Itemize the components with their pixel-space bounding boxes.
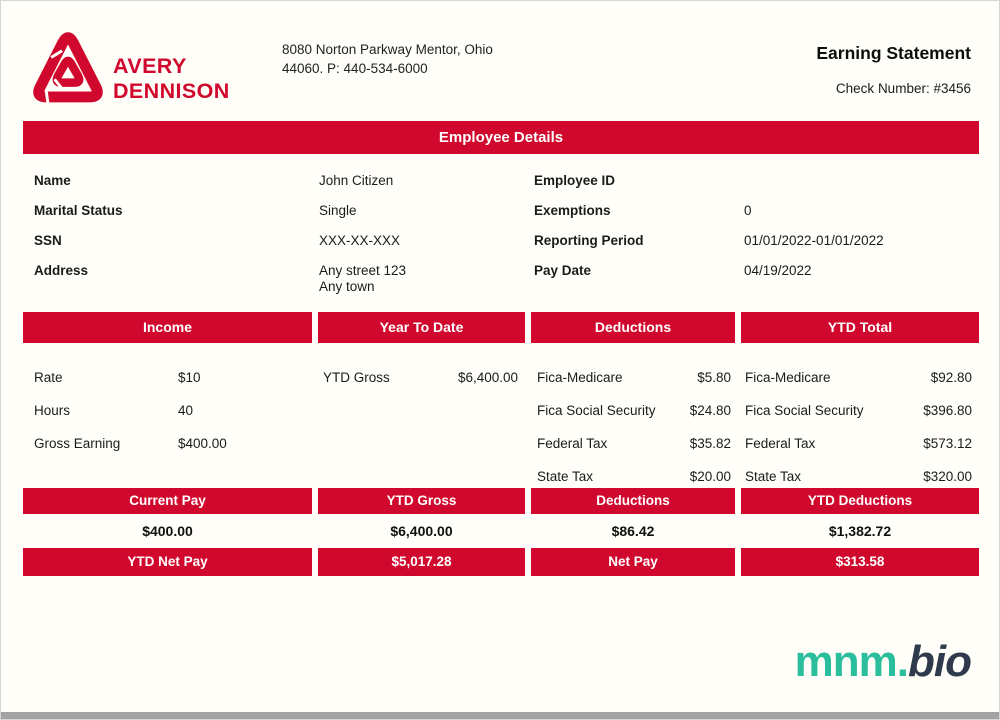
current-pay-value: $400.00 — [142, 523, 193, 539]
net-pay-label-bar: Net Pay — [531, 548, 735, 576]
row-label: Rate — [34, 370, 63, 385]
avery-dennison-logo-icon — [26, 27, 110, 108]
field-value: 01/01/2022-01/01/2022 — [744, 233, 884, 248]
income-header-bar: Income — [23, 312, 312, 343]
field-label: Exemptions — [534, 203, 611, 218]
row-label: Fica Social Security — [745, 403, 864, 418]
row-value: $400.00 — [178, 436, 227, 451]
table-row — [741, 394, 979, 427]
field-value: 0 — [744, 203, 752, 218]
table-row — [23, 361, 312, 394]
row-value: 40 — [178, 403, 194, 418]
earnings-body — [23, 361, 979, 493]
details-row-name — [23, 166, 979, 196]
row-value: $35.82 — [689, 436, 731, 451]
row-label: YTD Gross — [323, 370, 390, 385]
company-address — [282, 41, 493, 78]
company-name-line2: DENNISON — [113, 79, 230, 103]
company-name-line1: AVERY — [113, 54, 187, 78]
ytd-total-header-bar: YTD Total — [741, 312, 979, 343]
table-row — [741, 427, 979, 460]
employee-details-header-bar: Employee Details — [23, 121, 979, 154]
earnings-column-headers — [23, 312, 979, 343]
watermark-brand: mnm. — [794, 637, 909, 686]
row-label: Fica Social Security — [537, 403, 656, 418]
table-row — [531, 394, 735, 427]
table-row — [23, 394, 312, 427]
field-label: Reporting Period — [534, 233, 644, 248]
address-line2: 44060. P: 440-534-6000 — [282, 60, 428, 76]
details-row-ssn — [23, 226, 979, 256]
row-label: Federal Tax — [537, 436, 608, 451]
year-to-date-header-bar: Year To Date — [318, 312, 525, 343]
mnm-bio-watermark — [794, 637, 971, 686]
row-label: State Tax — [537, 469, 594, 484]
income-column — [23, 361, 312, 493]
pay-summary-section — [23, 488, 979, 576]
check-number: Check Number: #3456 — [835, 81, 971, 96]
address-line1: 8080 Norton Parkway Mentor, Ohio — [282, 42, 493, 57]
address-value-line2: Any town — [319, 278, 375, 294]
ytd-deductions-header-bar: YTD Deductions — [741, 488, 979, 514]
row-label: State Tax — [745, 469, 802, 484]
watermark-suffix: bio — [908, 637, 971, 686]
field-label: SSN — [34, 233, 62, 248]
deductions-header-bar: Deductions — [531, 312, 735, 343]
field-label: Employee ID — [534, 173, 616, 188]
ytd-gross-value: $6,400.00 — [390, 523, 453, 539]
ytd-gross-header-bar: YTD Gross — [318, 488, 525, 514]
row-value: $396.80 — [923, 403, 972, 418]
deductions-column — [531, 361, 735, 493]
table-row — [531, 361, 735, 394]
title-block — [816, 43, 971, 96]
row-label: Fica-Medicare — [537, 370, 623, 385]
field-value — [319, 263, 534, 294]
employee-details-section — [23, 166, 979, 294]
field-label: Address — [34, 263, 89, 278]
deductions-summary-value: $86.42 — [611, 523, 655, 539]
table-row — [23, 427, 312, 460]
year-to-date-column — [318, 361, 525, 493]
ytd-total-column — [741, 361, 979, 493]
row-label: Hours — [34, 403, 71, 418]
summary-header-row — [23, 488, 979, 514]
net-pay-value-bar: $313.58 — [741, 548, 979, 576]
row-label: Federal Tax — [745, 436, 816, 451]
company-wordmark — [113, 54, 230, 104]
field-label: Name — [34, 173, 71, 188]
row-value: $5.80 — [697, 370, 731, 385]
field-label: Marital Status — [34, 203, 123, 218]
table-row — [318, 361, 525, 394]
summary-value-row — [23, 514, 979, 548]
table-row — [531, 427, 735, 460]
details-row-marital-status — [23, 196, 979, 226]
summary-footer-row — [23, 548, 979, 576]
current-pay-header-bar: Current Pay — [23, 488, 312, 514]
table-row — [741, 361, 979, 394]
ytd-net-pay-value-bar: $5,017.28 — [318, 548, 525, 576]
row-label: Gross Earning — [34, 436, 121, 451]
address-value-line1: Any street 123 — [319, 263, 407, 278]
ytd-net-pay-label-bar: YTD Net Pay — [23, 548, 312, 576]
row-label: Fica-Medicare — [745, 370, 831, 385]
field-value: Single — [319, 203, 357, 218]
row-value: $573.12 — [923, 436, 972, 451]
row-value: $92.80 — [930, 370, 972, 385]
page-title: Earning Statement — [816, 43, 971, 63]
field-value: 04/19/2022 — [744, 263, 812, 278]
row-value: $10 — [178, 370, 201, 385]
row-value: $24.80 — [689, 403, 731, 418]
row-value: $320.00 — [923, 469, 972, 484]
deductions-summary-header-bar: Deductions — [531, 488, 735, 514]
row-value: $6,400.00 — [457, 370, 518, 385]
field-value: John Citizen — [319, 173, 394, 188]
row-value: $20.00 — [689, 469, 731, 484]
field-value: XXX-XX-XXX — [319, 233, 401, 248]
field-label: Pay Date — [534, 263, 592, 278]
bottom-edge-strip — [1, 712, 999, 719]
ytd-deductions-value: $1,382.72 — [828, 523, 892, 539]
details-row-address — [23, 256, 979, 294]
